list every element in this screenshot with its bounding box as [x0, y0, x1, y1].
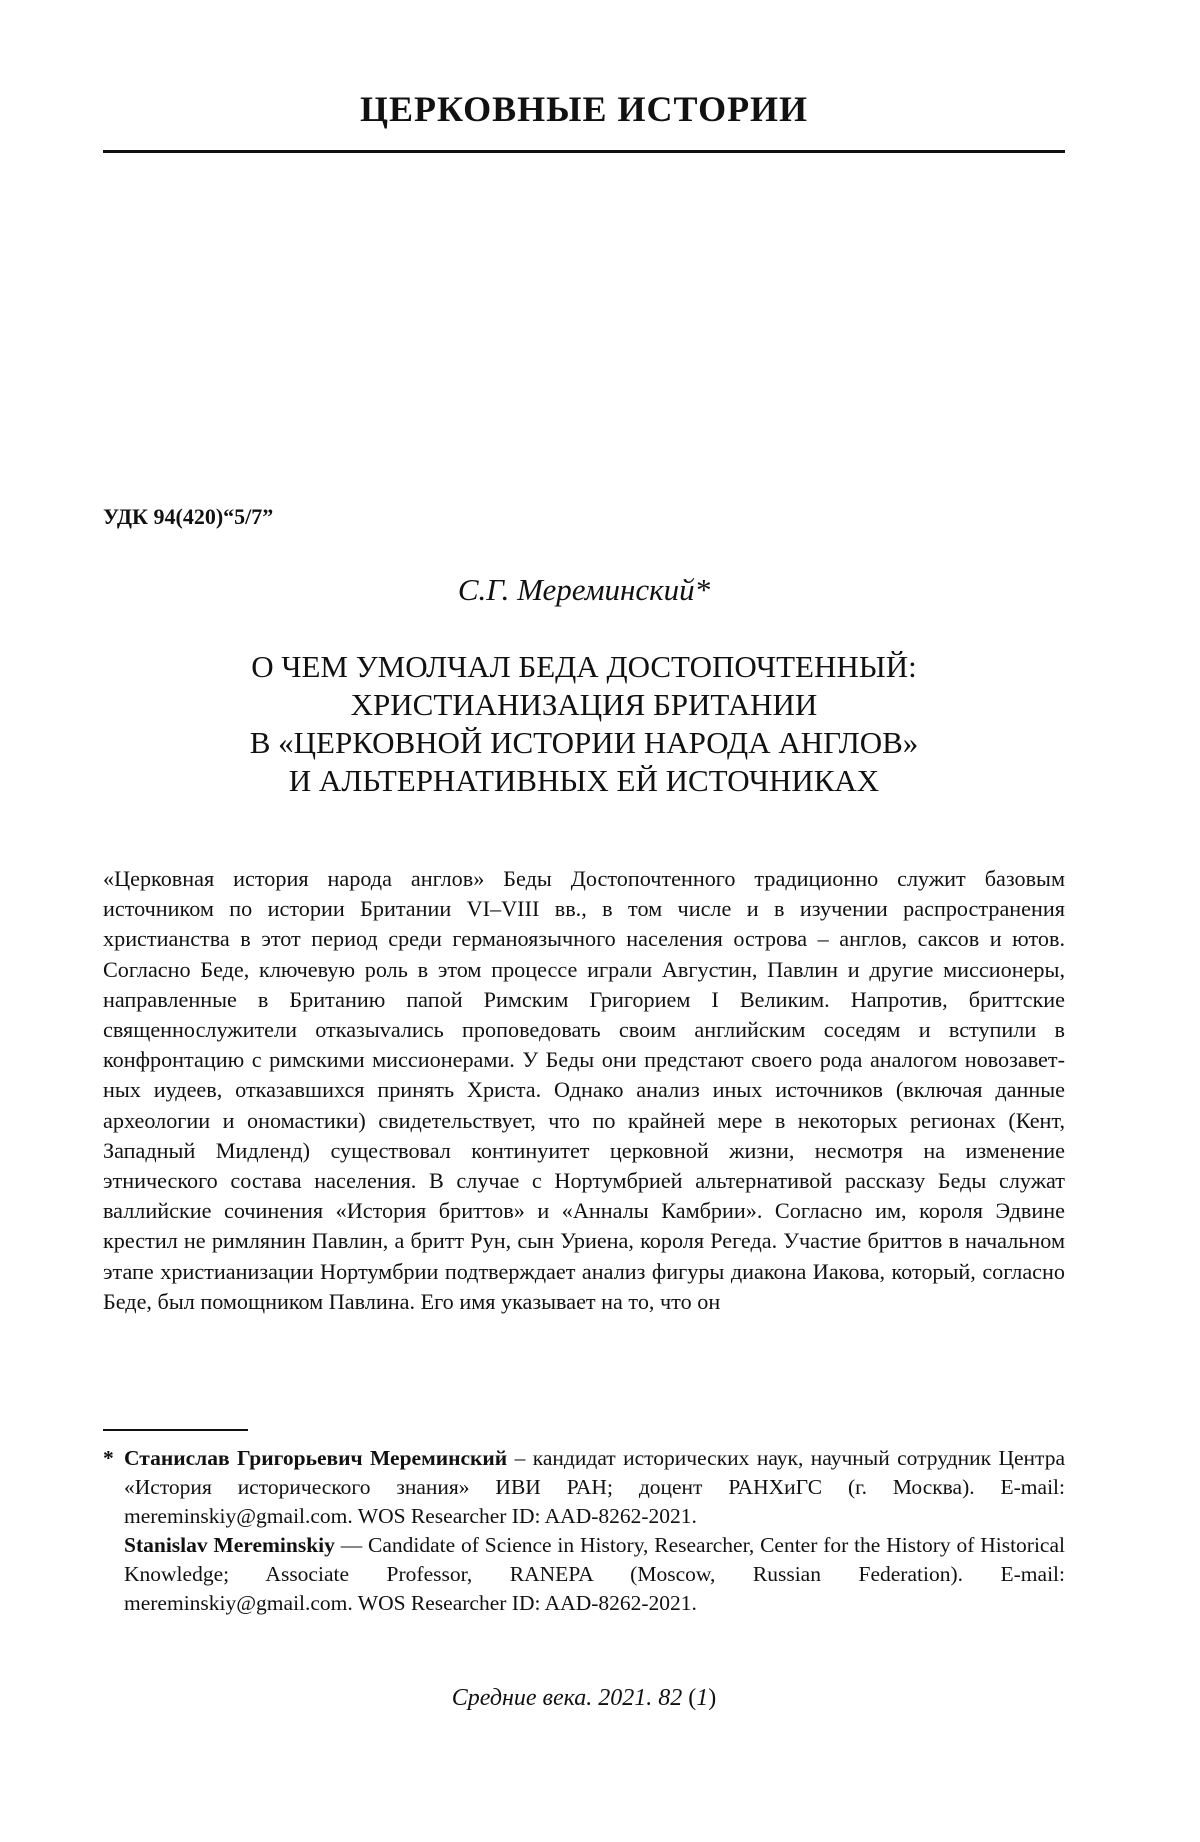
section-header: ЦЕРКОВНЫЕ ИСТОРИИ: [103, 88, 1065, 130]
article-title-line: О ЧЕМ УМОЛЧАЛ БЕДА ДОСТОПОЧТЕННЫЙ:: [103, 648, 1065, 686]
footnote-ru-name: Станислав Григорьевич Мереминский: [124, 1446, 507, 1470]
article-title-line: И АЛЬТЕРНАТИВНЫХ ЕЙ ИСТОЧНИКАХ: [103, 762, 1065, 800]
footnote-en: [103, 1531, 1065, 1618]
issue-close-paren: ): [708, 1685, 716, 1711]
abstract-text: «Церковная история народа англов» Беды Достопочтенного традиционно служит базовым источником по истории Британии VI–VIII вв., в том числе и в изучении распространения христианства в этот период среди германоязычного населения острова – англов, саксов и ютов. Согласно Беде, ключевую роль в этом процессе играли Августин, Павлин и другие миссионеры, направленные в Британию папой Римским Григорием I Великим. Напротив, бриттские священнослужители отказы­vались проповедовать своим английским соседям и вступили в конфронтацию с римскими миссионерами. У Беды они предстают своего рода аналогом новозавет­ных иудеев, отказавшихся принять Христа. Однако анализ иных источников (вклю­чая данные археологии и ономастики) свидетельствует, что по крайней мере в не­которых регионах (Кент, Западный Мидленд) существовал континуитет церковной жизни, несмотря на изменение этнического состава населения. В случае с Нор­тумбрией альтернативой рассказу Беды служат валлийские сочинения «История бриттов» и «Анналы Камбрии». Согласно им, короля Эдвине крестил не римлянин Павлин, а бритт Рун, сын Уриена, короля Регеда. Участие бриттов в начальном эта­пе христианизации Нортумбрии подтверждает анализ фигуры диакона Иакова, ко­торый, согласно Беде, был помощником Павлина. Его имя указывает на то, что он: [103, 864, 1065, 1317]
header-rule: [103, 150, 1065, 153]
journal-citation: Средние века. 2021. 82: [452, 1685, 682, 1711]
footnote-ru: [103, 1444, 1065, 1531]
footnote-ru-text: – кандидат исторических наук, научный сотрудник Центра «История исторического знания» ИВИ РАН; доцент РАНХиГС (г. Москва). E-mail: mereminskiy@gmail.com. WOS Researcher ID: AAD-8262-2021.: [124, 1446, 1065, 1528]
footnote-en-name: Stanislav Mereminskiy: [124, 1533, 335, 1557]
running-footer: [103, 1685, 1065, 1712]
article-title: [103, 648, 1065, 800]
article-title-line: В «ЦЕРКОВНОЙ ИСТОРИИ НАРОДА АНГЛОВ»: [103, 724, 1065, 762]
issue-open-paren: (: [682, 1685, 696, 1711]
footnote-rule: [103, 1429, 248, 1431]
issue-number: 1: [696, 1685, 708, 1711]
footnote-marker: *: [103, 1444, 114, 1473]
udc-code: УДК 94(420)“5/7”: [103, 504, 273, 530]
article-title-line: ХРИСТИАНИЗАЦИЯ БРИТАНИИ: [103, 686, 1065, 724]
footnote-en-text: — Candidate of Science in History, Researcher, Center for the History of Historical Knowledge; Associate Professor, RANEPA (Mos­cow, Russian Federation). E-mail: mereminskiy@gmail.com. WOS Researcher ID: AAD-8262-2021.: [124, 1533, 1065, 1615]
author-footnote: [103, 1444, 1065, 1618]
author-name: С.Г. Мереминский*: [103, 572, 1065, 608]
